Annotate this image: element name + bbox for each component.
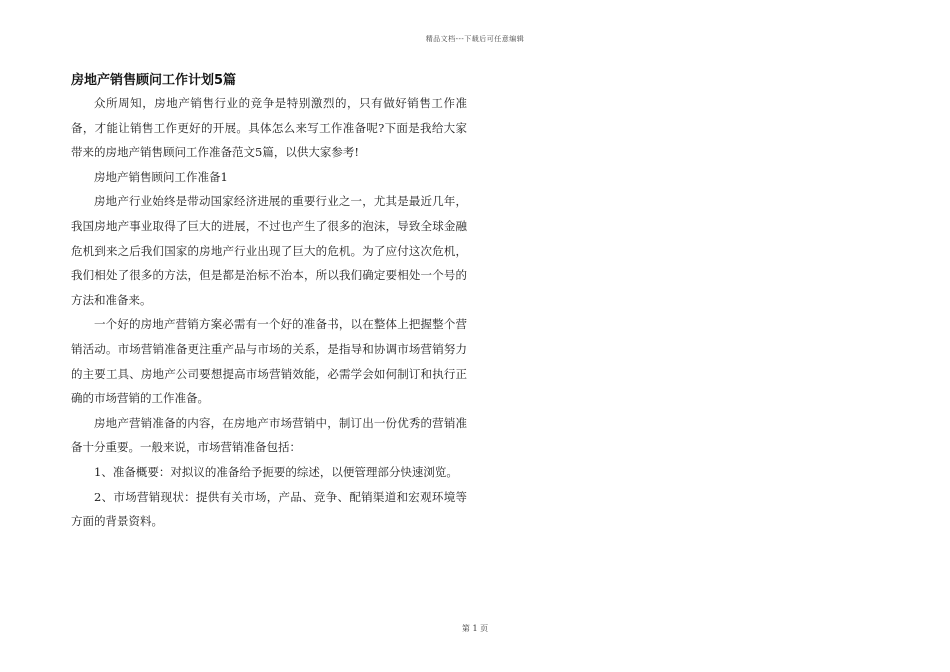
paragraph: 房地产销售顾问工作准备1 [94,169,228,184]
paragraph: 房地产营销准备的内容，在房地产市场营销中，制订出一份优秀的营销准备十分重要。一般来说，市场营销准备包括： [71,415,467,455]
paragraph: 2、市场营销现状：提供有关市场，产品、竞争、配销渠道和宏观环境等方面的背景资料。 [71,489,467,529]
document-title: 房地产销售顾问工作计划5篇 [71,73,237,88]
paragraph: 1、准备概要：对拟议的准备给予扼要的综述，以便管理部分快速浏览。 [94,464,458,479]
document-body [71,91,467,534]
header-note: 精品文档---下载后可任意编辑 [425,35,525,43]
page-number: 第 1 页 [461,624,489,633]
paragraph: 一个好的房地产营销方案必需有一个好的准备书，以在整体上把握整个营销活动。市场营销准备更注重产品与市场的关系，是指导和协调市场营销努力的主要工具、房地产公司要想提高市场营销效能，必需学会如何制订和执行正确的市场营销的工作准备。 [71,317,467,406]
paragraph: 房地产行业始终是带动国家经济进展的重要行业之一，尤其是最近几年，我国房地产事业取得了巨大的进展，不过也产生了很多的泡沫，导致全球金融危机到来之后我们国家的房地产行业出现了巨大的危机。为了应付这次危机，我们相处了很多的方法，但是都是治标不治本，所以我们确定要相处一个号的方法和准备来。 [71,194,467,307]
paragraph: 众所周知，房地产销售行业的竞争是特别激烈的，只有做好销售工作准备，才能让销售工作更好的开展。具体怎么来写工作准备呢?下面是我给大家带来的房地产销售顾问工作准备范文5篇，以供大家参考! [71,96,467,160]
